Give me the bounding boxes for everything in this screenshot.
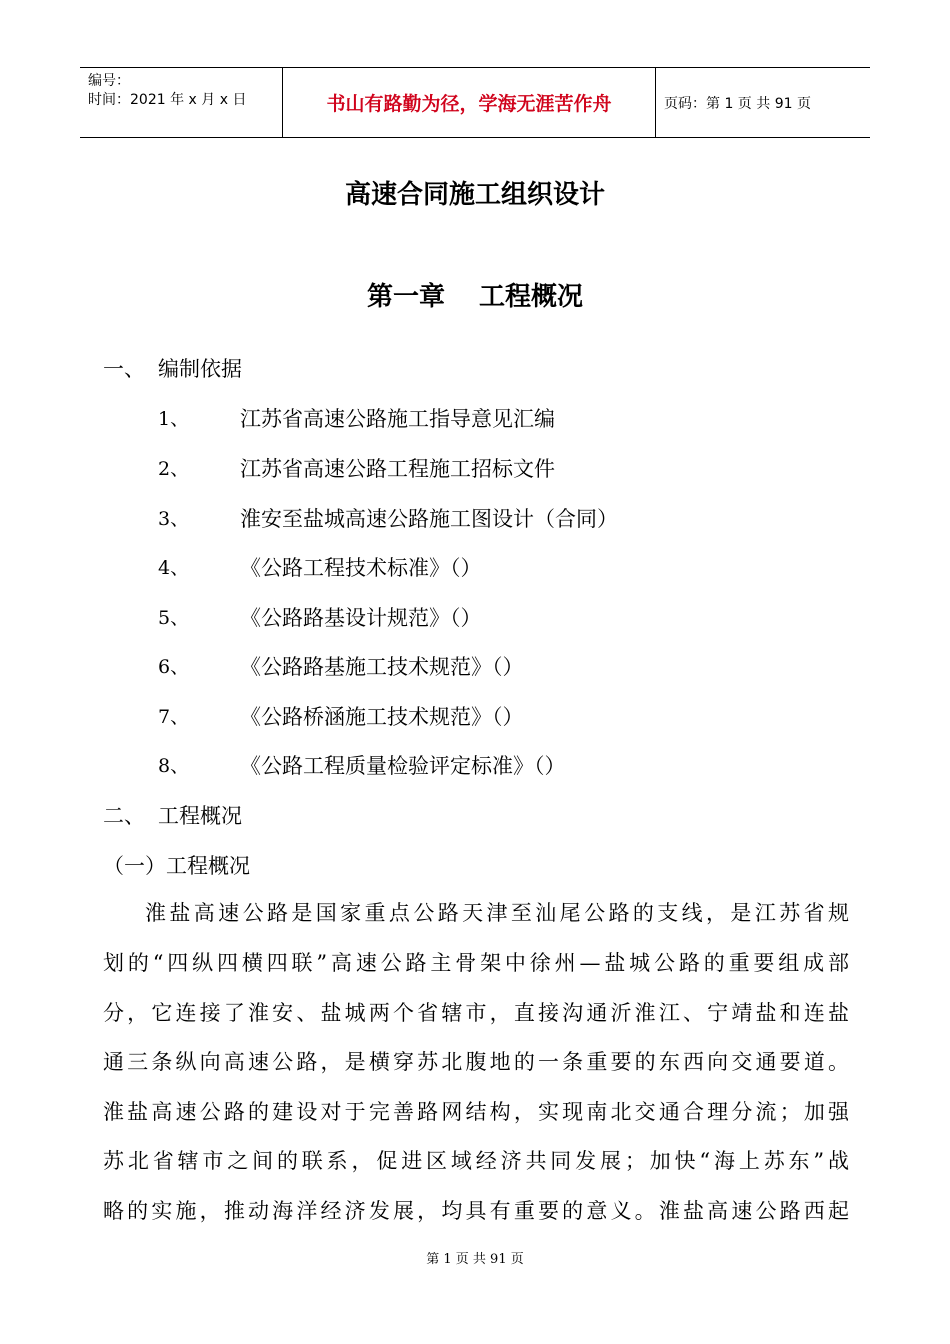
- list-item-number: 2、: [158, 458, 190, 480]
- chapter-number: 第一章: [366, 282, 445, 312]
- paragraph-line: 淮盐高速公路是国家重点公路天津至汕尾公路的支线，是江苏省规: [145, 901, 849, 925]
- list-item-number: 7、: [158, 706, 190, 728]
- paragraph-line: 苏北省辖市之间的联系，促进区域经济共同发展；加快“海上苏东”战: [103, 1149, 849, 1173]
- document-title: 高速合同施工组织设计: [344, 180, 605, 210]
- subsection-heading: （一）工程概况: [103, 854, 250, 878]
- header-motto: 书山有路勤为径，学海无涯苦作舟: [282, 68, 656, 137]
- list-item: 江苏省高速公路工程施工招标文件: [240, 457, 555, 481]
- paragraph-line: 分，它连接了淮安、盐城两个省辖市，直接沟通沂淮江、宁靖盐和连盐: [103, 1001, 849, 1025]
- list-item: 《公路路基设计规范》（）: [240, 606, 482, 630]
- page-header: [80, 67, 870, 138]
- number-label: 编号：: [88, 73, 130, 89]
- paragraph-line: 略的实施，推动海洋经济发展，均具有重要的意义。淮盐高速公路西起: [103, 1199, 849, 1223]
- list-item-number: 6、: [158, 656, 190, 678]
- page-footer: 第 1 页 共 91 页: [426, 1252, 524, 1267]
- list-item-number: 3、: [158, 508, 190, 530]
- section-number-overview: 二、: [103, 804, 145, 828]
- list-item: 《公路桥涵施工技术规范》（）: [240, 705, 524, 729]
- list-item-number: 5、: [158, 607, 190, 629]
- section-heading-basis: [103, 353, 145, 383]
- paragraph-line: 通三条纵向高速公路，是横穿苏北腹地的一条重要的东西向交通要道。: [103, 1050, 849, 1074]
- list-item-number: 8、: [158, 755, 190, 777]
- section-title-overview: 工程概况: [158, 804, 242, 828]
- list-item-number: 1、: [158, 408, 190, 430]
- chapter-heading: [0, 276, 950, 313]
- list-item-number: 4、: [158, 557, 190, 579]
- section-title-basis: 编制依据: [158, 357, 242, 381]
- list-item: 江苏省高速公路施工指导意见汇编: [240, 407, 555, 431]
- list-item: 《公路工程技术标准》（）: [240, 556, 482, 580]
- header-page-info: 页码：第 1 页 共 91 页: [664, 95, 811, 112]
- list-item: 淮安至盐城高速公路施工图设计（合同）: [240, 507, 618, 531]
- paragraph-line: 划的“四纵四横四联”高速公路主骨架中徐州—盐城公路的重要组成部: [103, 951, 849, 975]
- list-item: 《公路工程质量检验评定标准》（）: [240, 754, 566, 778]
- section-number: 一、: [103, 357, 145, 381]
- header-left-cell: [80, 68, 281, 137]
- time-label: 时间：2021 年 x 月 x 日: [88, 92, 247, 108]
- paragraph-line: 淮盐高速公路的建设对于完善路网结构，实现南北交通合理分流；加强: [103, 1100, 849, 1124]
- list-item: 《公路路基施工技术规范》（）: [240, 655, 524, 679]
- chapter-title: 工程概况: [479, 282, 584, 312]
